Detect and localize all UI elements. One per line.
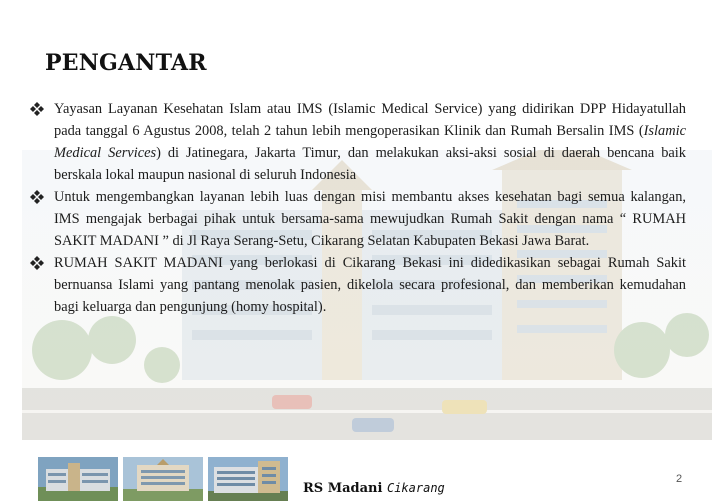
hospital-thumbnail-1	[38, 457, 118, 501]
page-title: PENGANTAR	[45, 50, 207, 76]
page-number: 2	[676, 473, 683, 485]
bullet-1-italic-term: Islamic Medical Services	[54, 123, 686, 161]
bullet-1-text-1: Yayasan Layanan Kesehatan Islam atau IMS (Islamic Medical Service) yang didirikan DPP Hidayatullah pada tanggal 6 Agustus 2008, telah 2 tahun lebih mengoperasikan Klinik dan Rumah Bersalin IMS (	[54, 101, 686, 139]
bullet-item	[30, 252, 686, 318]
bullet-1-text-2: ) di Jatinegara, Jakarta Timur, dan melakukan aksi-aksi sosial di daerah bencana baik berskala lokal maupun nasional di seluruh Indonesia	[54, 145, 686, 183]
brand-location: Cikarang	[386, 481, 445, 495]
bullet-3-text: RUMAH SAKIT MADANI yang berlokasi di Cikarang Bekasi ini didedikasikan sebagai Rumah Sakit bernuansa Islami yang pantang menolak pasien, dikelola secara profesional, dan memberikan kemudahan bagi keluarga dan pengunjung (homy hospital).	[54, 255, 686, 315]
diamond-bullet-icon	[30, 256, 44, 270]
diamond-bullet-icon	[30, 102, 44, 116]
hospital-thumbnail-3	[208, 457, 288, 501]
diamond-bullet-icon	[30, 190, 44, 204]
bullet-2-text: Untuk mengembangkan layanan lebih luas dengan misi membantu akses kesehatan bagi semua kalangan, IMS mengajak berbagai pihak untuk bersama-sama mewujudkan Rumah Sakit dengan nama “ RUMAH SAKIT MADANI ” di Jl Raya Serang-Setu, Cikarang Selatan Kabupaten Bekasi Jawa Barat.	[54, 189, 686, 249]
bullet-item	[30, 186, 686, 252]
footer-brand	[303, 481, 445, 496]
bullet-list	[30, 98, 686, 318]
footer-thumbnails	[38, 457, 288, 501]
bullet-item	[30, 98, 686, 186]
brand-name: RS Madani	[303, 481, 383, 496]
hospital-thumbnail-2	[123, 457, 203, 501]
